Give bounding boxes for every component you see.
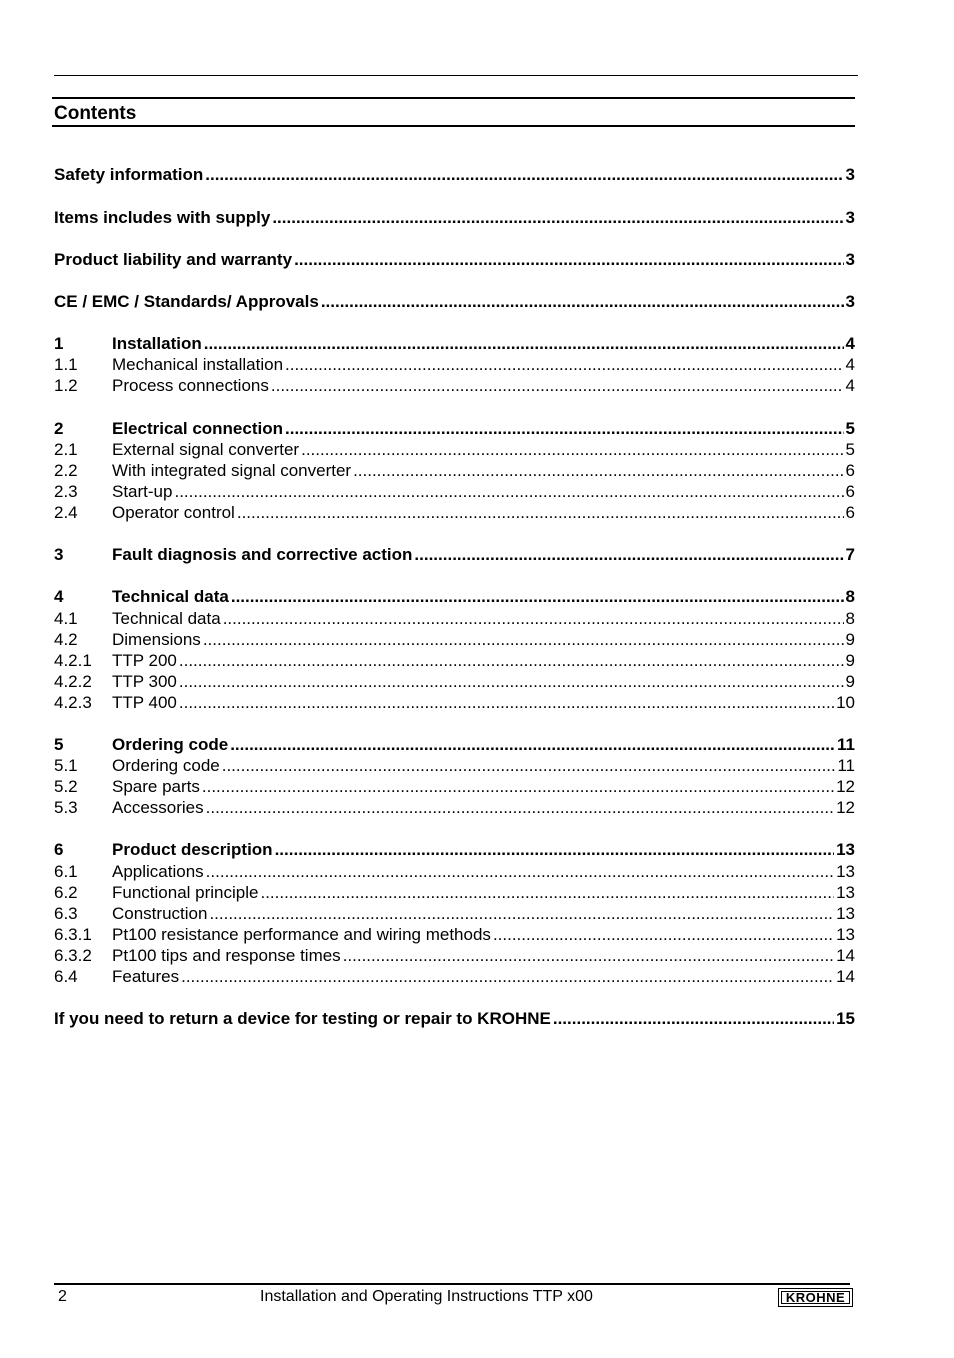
toc-entry-number: 1 [54,334,64,353]
toc-entry-page: 4 [845,376,855,395]
toc-entry[interactable] [54,734,855,755]
logo-text: KROHNE [785,1290,846,1305]
toc-entry-number: 6.3.1 [54,925,92,944]
toc-entry[interactable] [54,608,855,629]
toc-entry-number: 5.3 [54,798,78,817]
toc-dot-leader [179,692,834,713]
toc-entry-page: 14 [836,967,855,986]
toc-entry-page: 6 [845,461,855,480]
toc-entry[interactable] [54,629,855,650]
toc-entry-title: Construction [112,904,208,923]
toc-entry-number: 1.2 [54,376,78,395]
toc-entry-title: With integrated signal converter [112,461,352,480]
toc-entry[interactable] [54,839,855,860]
toc-entry-page: 12 [836,777,855,796]
toc-entry[interactable] [54,755,855,776]
toc-dot-leader [222,755,836,776]
toc-entry-number: 4.2.3 [54,693,92,712]
toc-entry-number: 6.2 [54,883,78,902]
toc-dot-leader [205,164,843,185]
toc-entry-page: 14 [836,946,855,965]
toc-entry-number: 2.3 [54,482,78,501]
toc-dot-leader [414,544,843,565]
toc-entry-title: CE / EMC / Standards/ Approvals [54,292,319,311]
toc-entry[interactable] [54,650,855,671]
toc-entry-title: If you need to return a device for testing or repair to KROHNE [54,1009,551,1028]
toc-entry-number: 4.2.1 [54,651,92,670]
toc-dot-leader [237,502,844,523]
toc-dot-leader [271,375,844,396]
toc-entry-page: 13 [836,862,855,881]
toc-entry[interactable] [54,375,855,396]
toc-entry[interactable] [54,439,855,460]
toc-entry-page: 13 [836,883,855,902]
toc-entry-title: TTP 300 [112,672,177,691]
toc-entry[interactable] [54,164,855,185]
toc-entry-title: Process connections [112,376,269,395]
toc-entry-title: TTP 400 [112,693,177,712]
toc-entry-title: External signal converter [112,440,300,459]
toc-entry-page: 13 [836,925,855,944]
toc-entry-number: 6 [54,840,64,859]
footer-page-number: 2 [58,1288,67,1305]
toc-entry[interactable] [54,502,855,523]
toc-entry-title: Ordering code [112,756,220,775]
krohne-logo [778,1288,853,1307]
footer-rule [54,1283,850,1285]
toc-entry-title: Technical data [112,609,221,628]
toc-dot-leader [181,966,834,987]
toc-dot-leader [553,1008,834,1029]
toc-entry-page: 11 [837,735,855,754]
toc-entry[interactable] [54,586,855,607]
toc-entry-number: 1.1 [54,355,78,374]
toc-dot-leader [343,945,834,966]
toc-entry[interactable] [54,903,855,924]
toc-entry-page: 3 [845,165,855,184]
toc-entry[interactable] [54,966,855,987]
toc-entry-title: Safety information [54,165,204,184]
toc-entry[interactable] [54,207,855,228]
toc-entry[interactable] [54,882,855,903]
toc-entry-number: 2.4 [54,503,78,522]
toc-entry-number: 6.1 [54,862,78,881]
toc-entry-title: Product liability and warranty [54,250,293,269]
toc-entry-page: 10 [836,693,855,712]
toc-dot-leader [230,734,835,755]
toc-entry[interactable] [54,481,855,502]
toc-dot-leader [294,249,843,270]
toc-entry-number: 2.1 [54,440,78,459]
toc-entry-page: 12 [836,798,855,817]
toc-entry-page: 4 [845,334,855,353]
toc-entry-number: 4.2 [54,630,78,649]
toc-entry-number: 6.3 [54,904,78,923]
toc-entry-page: 8 [845,587,855,606]
page-title: Contents [54,103,137,124]
toc-entry-page: 8 [845,609,855,628]
toc-entry-title: Features [112,967,180,986]
toc-entry-title: Functional principle [112,883,259,902]
toc-entry-title: Ordering code [112,735,229,754]
toc-entry-title: TTP 200 [112,651,177,670]
toc-dot-leader [206,797,834,818]
toc-entry-title: Items includes with supply [54,208,271,227]
toc-entry[interactable] [54,797,855,818]
toc-dot-leader [301,439,843,460]
toc-dot-leader [206,861,834,882]
toc-entry-title: Operator control [112,503,235,522]
toc-entry-page: 5 [845,440,855,459]
toc-entry-page: 13 [836,904,855,923]
toc-dot-leader [203,629,844,650]
toc-entry[interactable] [54,544,855,565]
toc-entry-page: 7 [845,545,855,564]
toc-dot-leader [321,291,844,312]
toc-entry[interactable] [54,333,855,354]
toc-entry-page: 4 [845,355,855,374]
toc-entry-number: 5 [54,735,64,754]
toc-entry-title: Pt100 resistance performance and wiring methods [112,925,491,944]
toc-entry-title: Electrical connection [112,419,283,438]
toc-entry[interactable] [54,460,855,481]
toc-dot-leader [285,354,843,375]
toc-entry-page: 3 [845,250,855,269]
toc-entry-title: Applications [112,862,204,881]
toc-entry-title: Dimensions [112,630,201,649]
toc-entry[interactable] [54,249,855,270]
toc-dot-leader [209,903,834,924]
toc-entry-page: 9 [845,651,855,670]
toc-entry-page: 15 [836,1009,855,1028]
contents-header [52,97,855,127]
toc-entry[interactable] [54,671,855,692]
toc-entry-page: 13 [836,840,855,859]
toc-entry-title: Fault diagnosis and corrective action [112,545,413,564]
toc-dot-leader [179,650,844,671]
toc-entry-page: 3 [845,208,855,227]
toc-entry-page: 11 [837,756,855,775]
toc-entry-page: 6 [845,503,855,522]
toc-entry-title: Pt100 tips and response times [112,946,341,965]
toc-entry-page: 6 [845,482,855,501]
toc-dot-leader [272,207,843,228]
toc-dot-leader [204,333,844,354]
toc-entry[interactable] [54,945,855,966]
toc-dot-leader [174,481,843,502]
toc-entry[interactable] [54,1008,855,1029]
toc-entry[interactable] [54,776,855,797]
toc-entry[interactable] [54,418,855,439]
footer-document-title: Installation and Operating Instructions TTP x00 [260,1288,593,1305]
toc-dot-leader [493,924,834,945]
toc-entry[interactable] [54,692,855,713]
toc-entry-page: 3 [845,292,855,311]
toc-entry-title: Installation [112,334,202,353]
toc-dot-leader [260,882,834,903]
toc-entry-number: 2 [54,419,64,438]
toc-entry-title: Product description [112,840,273,859]
toc-dot-leader [353,460,843,481]
toc-entry-number: 4 [54,587,64,606]
toc-entry-number: 6.4 [54,967,78,986]
toc-entry-title: Accessories [112,798,204,817]
toc-entry-number: 5.1 [54,756,78,775]
toc-entry-number: 6.3.2 [54,946,92,965]
toc-entry[interactable] [54,354,855,375]
toc-entry-title: Start-up [112,482,173,501]
toc-entry-title: Mechanical installation [112,355,284,374]
toc-dot-leader [179,671,844,692]
toc-entry-page: 5 [845,419,855,438]
toc-entry-number: 3 [54,545,64,564]
toc-entry[interactable] [54,861,855,882]
toc-entry-number: 4.2.2 [54,672,92,691]
toc-entry-number: 5.2 [54,777,78,796]
toc-entry-number: 2.2 [54,461,78,480]
toc-dot-leader [285,418,844,439]
top-rule [54,75,858,76]
toc-entry-number: 4.1 [54,609,78,628]
toc-dot-leader [202,776,834,797]
toc-dot-leader [231,586,844,607]
toc-entry-page: 9 [845,672,855,691]
toc-entry-title: Technical data [112,587,229,606]
toc-dot-leader [275,839,835,860]
toc-entry-title: Spare parts [112,777,200,796]
toc-dot-leader [223,608,844,629]
toc-entry[interactable] [54,924,855,945]
toc-entry-page: 9 [845,630,855,649]
toc-entry[interactable] [54,291,855,312]
